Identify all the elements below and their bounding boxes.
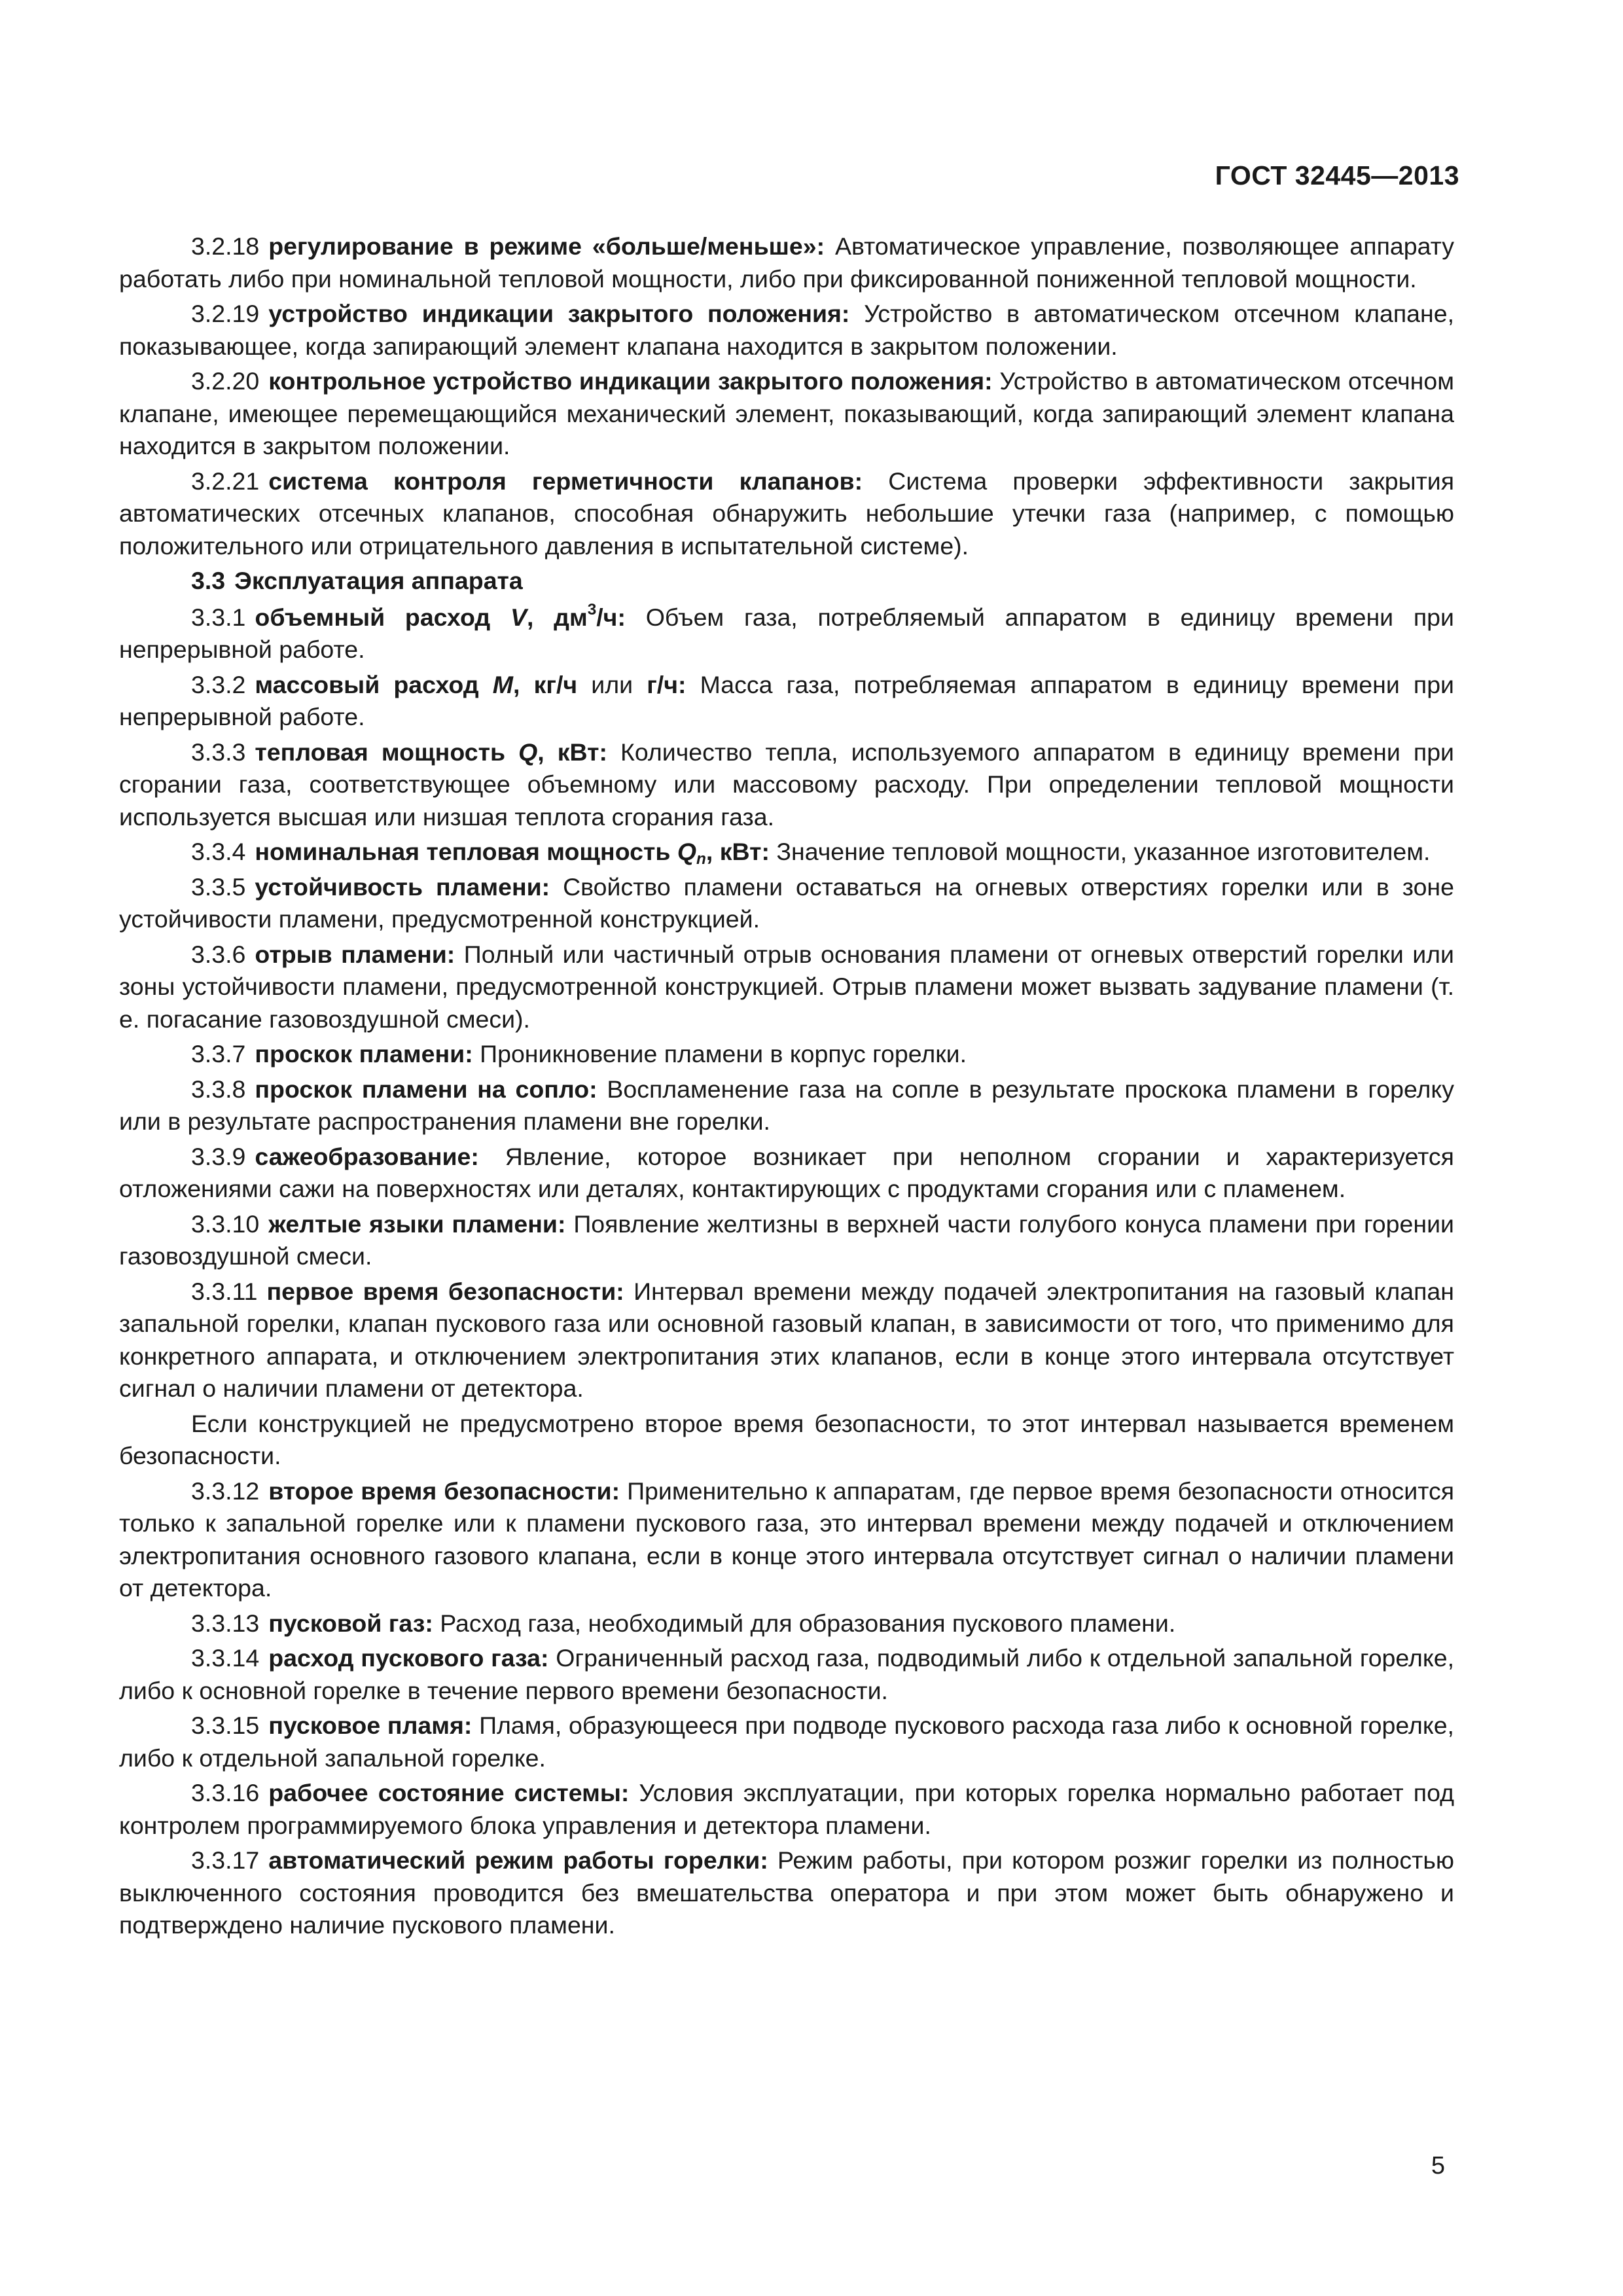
term-part: , дм xyxy=(526,603,588,631)
term: расход пускового газа: xyxy=(268,1644,549,1672)
term-part: тепловая мощность xyxy=(255,738,519,766)
subscript: n xyxy=(696,850,706,869)
clause-number: 3.3.14 xyxy=(191,1644,260,1672)
definition-text: Ограниченный расход газа, подводимый либо к отдельной запальной горелке, либо к основной горелке в течение первого времени безопасности. xyxy=(119,1644,1454,1704)
definition-3-2-21 xyxy=(119,465,1454,563)
term: первое время безопасности: xyxy=(266,1277,624,1305)
definition-3-3-14 xyxy=(119,1642,1454,1707)
superscript: 3 xyxy=(587,600,597,619)
clause-number: 3.3.10 xyxy=(191,1210,260,1238)
definition-text: Система проверки эффективности закрытия автоматических отсечных клапанов, способная обнаружить небольшие утечки газа (например, с помощью положительного или отрицательного давления в испытательной системе). xyxy=(119,467,1455,560)
definition-3-3-9 xyxy=(119,1141,1454,1206)
term: устойчивость пламени: xyxy=(255,872,550,901)
term-part: номинальная тепловая мощность xyxy=(255,838,677,865)
clause-number: 3.3.13 xyxy=(191,1609,260,1637)
term: регулирование в режиме «больше/меньше»: xyxy=(268,232,825,260)
term: система контроля герметичности клапанов: xyxy=(268,467,863,495)
term-part: , кВт: xyxy=(537,738,607,766)
clause-number: 3.3.17 xyxy=(191,1846,260,1874)
term: рабочее состояние системы: xyxy=(268,1779,630,1806)
clause-number: 3.3.8 xyxy=(191,1075,246,1103)
definition-text: Применительно к аппаратам, где первое время безопасности относится только к запальной горелке или к пламени пускового газа, это интервал времени между подачей и отключением электропитания основного газового клапана, если в конце этого интервала отсутствует сигнал о наличии пламени от детектора. xyxy=(119,1477,1455,1602)
definition-text: Режим работы, при котором розжиг горелки из полностью выключенного состояния проводится без вмешательства оператора и при этом может быть обнаружено и подтверждено наличие пускового пламени. xyxy=(119,1846,1454,1939)
clause-number: 3.2.18 xyxy=(191,232,260,260)
definition-text: Объем газа, потребляемый аппаратом в единицу времени при непрерывной работе. xyxy=(119,603,1454,663)
clause-number: 3.2.20 xyxy=(191,367,260,395)
section-title: Эксплуатация аппарата xyxy=(234,567,523,594)
definition-3-3-13 xyxy=(119,1607,1454,1640)
term-part: , кВт: xyxy=(705,838,770,865)
definition-3-3-6 xyxy=(119,939,1454,1036)
term xyxy=(255,738,607,766)
definition-3-3-1 xyxy=(119,601,1454,666)
definition-3-3-17 xyxy=(119,1844,1454,1942)
definition-text: Автоматическое управление, позволяющее аппарату работать либо при номинальной тепловой мощности, либо при фиксированной пониженной тепловой мощности. xyxy=(119,232,1454,293)
definition-3-3-10 xyxy=(119,1208,1454,1273)
term: сажеобразование: xyxy=(255,1142,479,1170)
definition-text: Условия эксплуатации, при которых горелка нормально работает под контролем программируемого блока управления и детектора пламени. xyxy=(119,1779,1454,1839)
clause-number: 3.3.7 xyxy=(191,1040,246,1067)
term xyxy=(255,838,770,869)
definition-3-2-18 xyxy=(119,230,1454,295)
section-number: 3.3 xyxy=(191,567,226,594)
symbol-q: Q xyxy=(518,738,538,766)
definition-3-3-15 xyxy=(119,1710,1454,1774)
term: проскок пламени на сопло: xyxy=(255,1075,597,1103)
term: контрольное устройство индикации закрытого положения: xyxy=(268,367,993,395)
symbol-q: Q xyxy=(677,838,696,865)
term-part: г/ч: xyxy=(647,670,687,698)
term: пусковой газ: xyxy=(268,1609,433,1637)
term: проскок пламени: xyxy=(255,1040,473,1067)
definition-text: Расход газа, необходимый для образования пускового пламени. xyxy=(433,1609,1176,1637)
definition-text: Интервал времени между подачей электропитания на газовый клапан запальной горелки, клапан пускового газа или основной газовый клапан, в зависимости от того, что применимо для конкретного аппарата, и отключением электропитания этих клапанов, если в конце этого интервала отсутствует сигнал о наличии пламени от детектора. xyxy=(119,1277,1454,1402)
clause-number: 3.3.6 xyxy=(191,940,246,968)
definition-3-3-12 xyxy=(119,1475,1454,1605)
document-code: ГОСТ 32445—2013 xyxy=(1215,160,1459,190)
definition-text: Устройство в автоматическом отсечном клапане, имеющее перемещающийся механический элемент, показывающий, когда запирающий элемент клапана находится в закрытом положении. xyxy=(119,367,1454,459)
clause-number: 3.3.1 xyxy=(191,603,246,631)
definition-text: Полный или частичный отрыв основания пламени от огневых отверстий горелки или зоны устойчивости пламени, предусмотренной конструкцией. Отрыв пламени может вызвать задувание пламени (т. е. погасание газовоздушной смеси). xyxy=(119,940,1455,1033)
clause-number: 3.3.11 xyxy=(191,1277,258,1305)
definition-3-3-16 xyxy=(119,1777,1454,1842)
definition-text: Устройство в автоматическом отсечном клапане, показывающее, когда запирающий элемент клапана находится в закрытом положении. xyxy=(119,300,1454,360)
definition-text: Значение тепловой мощности, указанное изготовителем. xyxy=(769,838,1431,865)
clause-number: 3.3.4 xyxy=(191,838,246,865)
term: пусковое пламя: xyxy=(268,1712,473,1739)
note-paragraph: Если конструкцией не предусмотрено второе время безопасности, то этот интервал называется временем безопасности. xyxy=(119,1409,1454,1469)
section-heading-3-3 xyxy=(119,565,1454,598)
definition-text: Проникновение пламени в корпус горелки. xyxy=(473,1040,967,1067)
definition-text: Пламя, образующееся при подводе пускового расхода газа либо к основной горелке, либо к отдельной запальной горелке. xyxy=(119,1712,1454,1772)
definition-text: Появление желтизны в верхней части голубого конуса пламени при горении газовоздушной смеси. xyxy=(119,1210,1454,1270)
clause-number: 3.2.21 xyxy=(191,467,260,495)
definition-3-3-4 xyxy=(119,836,1454,869)
definition-3-3-11 xyxy=(119,1276,1454,1405)
definition-text: Масса газа, потребляемая аппаратом в единицу времени при непрерывной работе. xyxy=(119,670,1454,730)
term: устройство индикации закрытого положения: xyxy=(268,300,850,327)
term: желтые языки пламени: xyxy=(268,1210,566,1238)
definition-3-3-2 xyxy=(119,669,1454,734)
symbol-v: V xyxy=(510,603,527,631)
clause-number: 3.3.2 xyxy=(191,670,246,698)
connector-text: или xyxy=(577,670,647,698)
clause-number: 3.3.5 xyxy=(191,872,246,901)
clause-number: 3.3.9 xyxy=(191,1142,246,1170)
definition-3-3-7 xyxy=(119,1038,1454,1071)
term xyxy=(255,600,626,631)
definition-3-2-19 xyxy=(119,298,1454,363)
definition-3-2-20 xyxy=(119,365,1454,463)
page-number: 5 xyxy=(1431,2152,1445,2179)
clause-number: 3.3.15 xyxy=(191,1712,260,1739)
clause-number: 3.2.19 xyxy=(191,300,260,327)
term-part: объемный расход xyxy=(255,603,510,631)
term xyxy=(255,671,577,698)
term-part: массовый расход xyxy=(255,670,493,698)
clause-number: 3.3.12 xyxy=(191,1477,260,1505)
term: автоматический режим работы горелки: xyxy=(268,1846,768,1874)
document-body xyxy=(119,230,1454,1945)
term-part: /ч: xyxy=(596,603,626,631)
term: второе время безопасности: xyxy=(268,1477,620,1505)
definition-text: Количество тепла, используемого аппаратом в единицу времени при сгорании газа, соответствующее объемному или массовому расходу. При определении тепловой мощности используется высшая или низшая теплота сгорания газа. xyxy=(119,738,1454,831)
definition-3-3-8 xyxy=(119,1073,1454,1138)
term: отрыв пламени: xyxy=(255,940,455,968)
definition-text: Свойство пламени оставаться на огневых отверстиях горелки или в зоне устойчивости пламени, предусмотренной конструкцией. xyxy=(119,872,1454,933)
symbol-m: M xyxy=(492,670,514,698)
definition-text: Воспламенение газа на сопле в результате проскока пламени в горелку или в результате распространения пламени вне горелки. xyxy=(119,1075,1455,1135)
definition-3-3-5 xyxy=(119,871,1454,936)
clause-number: 3.3.16 xyxy=(191,1779,260,1806)
definition-text: Явление, которое возникает при неполном сгорании и характеризуется отложениями сажи на поверхностях или деталях, контактирующих с продуктами сгорания или с пламенем. xyxy=(119,1142,1454,1202)
term-part: , кг/ч xyxy=(513,670,578,698)
definition-3-3-3 xyxy=(119,736,1454,834)
clause-number: 3.3.3 xyxy=(191,738,246,766)
